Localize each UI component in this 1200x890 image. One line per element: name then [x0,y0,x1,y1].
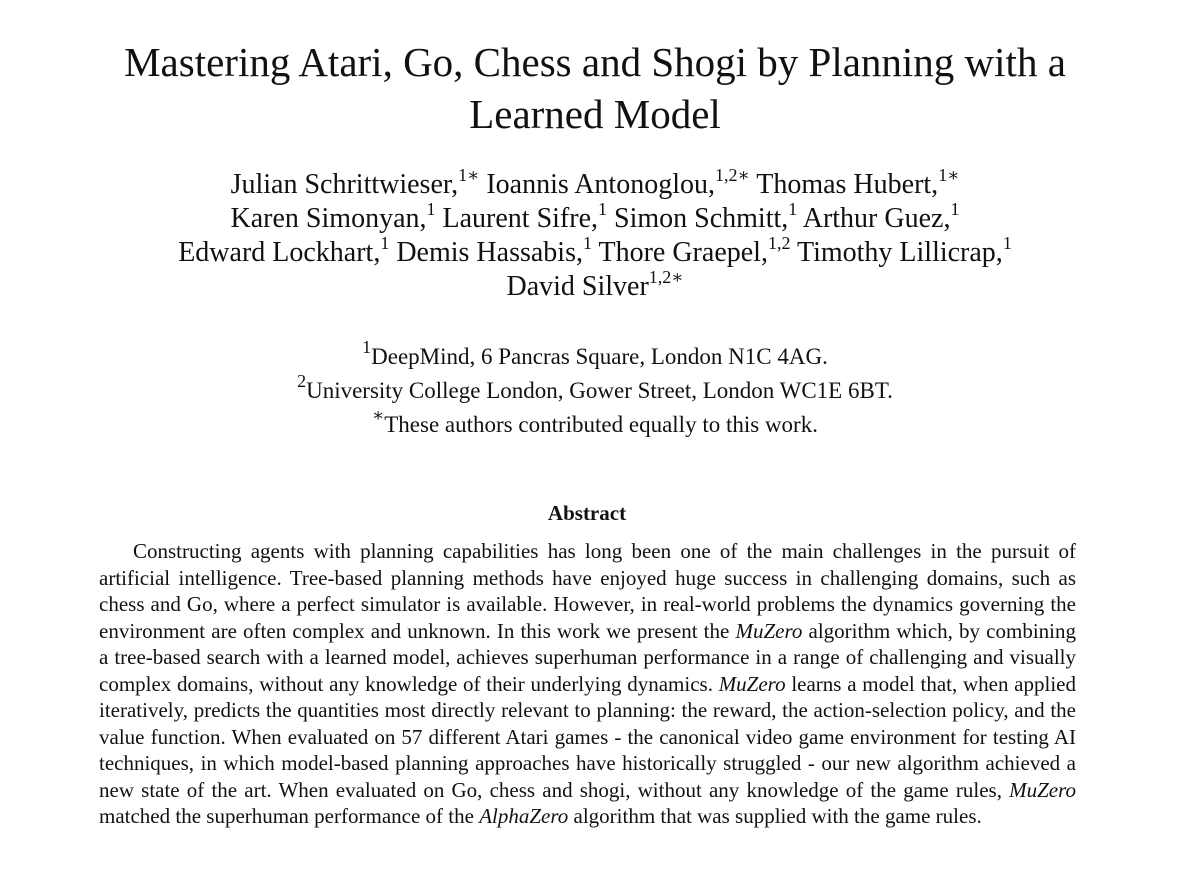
author-name: Demis Hassabis, [396,237,583,268]
affiliation-line [60,405,1130,442]
abstract-text: matched the superhuman performance of the [99,804,480,828]
author-affil-mark: 1 [426,198,436,219]
author-line-2 [60,198,1130,236]
affiliation-mark: 1 [362,337,372,358]
author-affil-mark: 1 [788,198,798,219]
author-affil-mark: 1,2∗ [714,164,750,185]
author-name: Ioannis Antonoglou, [486,169,715,200]
author-name: Simon Schmitt, [614,203,789,234]
abstract-emphasis: MuZero [718,671,786,696]
author-name: Edward Lockhart, [178,237,381,268]
author-block [60,164,1130,304]
affiliation-line [60,337,1130,374]
affiliation-mark: 2 [297,371,307,392]
author-affil-mark: 1,2 [767,232,791,253]
author-affil-mark: 1∗ [458,164,480,185]
abstract-text: learns a model that, when applied iteratively, predicts the quantities most directly relevant to planning: the reward, the action-selection policy, and the value function. When evaluated on 57 different Atari games - the canonical video game environment for testing AI techniques, in which model-based planning approaches have historically struggled - our new algorithm achieved a new state of the art. When evaluated on Go, chess and shogi, without any knowledge of the game rules, [99,671,1076,802]
author-name: Thomas Hubert, [756,169,939,200]
author-affil-mark: 1 [598,198,607,219]
author-affil-mark: 1 [582,232,592,253]
author-affil-mark: 1∗ [938,164,960,185]
affiliation-mark: ∗ [372,405,385,426]
paper-title: Mastering Atari, Go, Chess and Shogi by Planning with a Learned Model [124,39,1066,137]
abstract-text: algorithm which, by combining a tree-based search with a learned model, achieves superhuman performance in a range of challenging and visually complex domains, without any knowledge of their underlying dynamics. [99,618,1076,696]
author-affil-mark: 1 [1002,232,1012,253]
abstract-text: algorithm that was supplied with the game rules. [568,804,982,828]
affiliation-text: University College London, Gower Street, London WC1E 6BT. [306,378,893,403]
author-affil-mark: 1 [950,198,960,219]
affiliation-block [60,337,1130,442]
author-affil-mark: 1,2∗ [648,266,684,287]
abstract-body [99,538,1076,830]
author-name: Julian Schrittwieser, [230,169,459,200]
author-name: Karen Simonyan, [230,203,427,234]
author-line-4 [60,266,1130,304]
abstract-text: Constructing agents with planning capabilities has long been one of the main challenges in the pursuit of artificial intelligence. Tree-based planning methods have enjoyed huge success in challenging domains, such as chess and Go, where a perfect simulator is available. However, in real-world problems the dynamics governing the environment are often complex and unknown. In this work we present the [99,539,1076,643]
author-line-1 [60,164,1130,202]
author-name: Laurent Sifre, [442,203,598,234]
abstract-emphasis: MuZero [1009,777,1076,802]
affiliation-line [60,371,1130,408]
abstract-emphasis: AlphaZero [479,804,569,828]
author-affil-mark: 1 [380,232,390,253]
abstract-emphasis: MuZero [735,618,803,643]
affiliation-text: DeepMind, 6 Pancras Square, London N1C 4AG. [371,344,828,369]
author-name: Timothy Lillicrap, [796,237,1003,268]
affiliation-text: These authors contributed equally to this work. [384,412,818,437]
author-name: Thore Graepel, [598,237,768,268]
author-name: David Silver [506,271,649,302]
author-line-3 [60,232,1130,270]
abstract-heading: Abstract [547,501,627,525]
author-name: Arthur Guez, [802,203,951,234]
